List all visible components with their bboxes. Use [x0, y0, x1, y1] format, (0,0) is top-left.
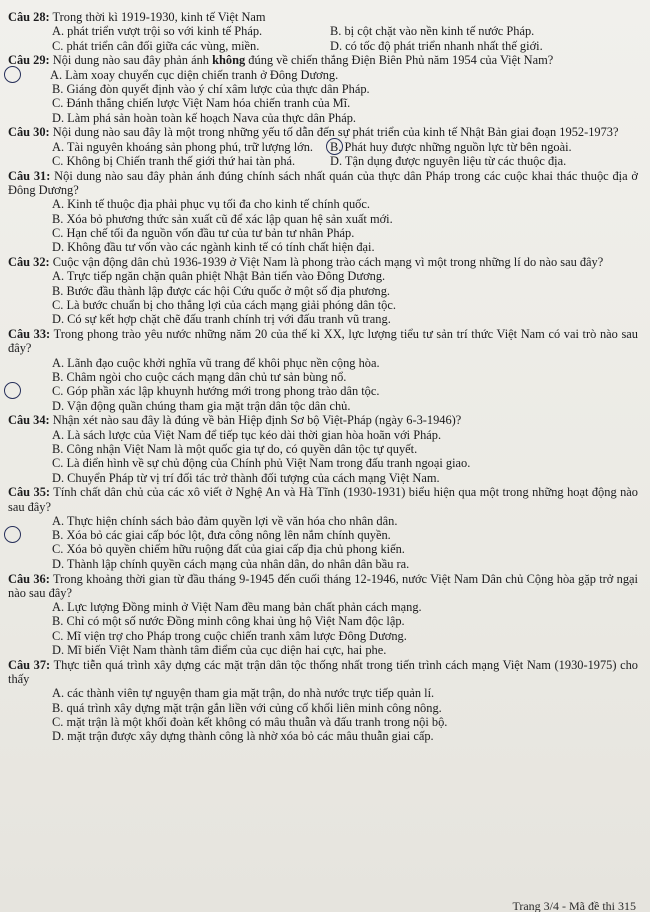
question-stem: Thực tiễn quá trình xây dựng các mặt trận dân tộc thống nhất trong tiến trình cách mạng Việt Nam (1930-1975) cho thấy — [8, 657, 638, 687]
question-label: Câu 36: — [8, 571, 50, 586]
question-label: Câu 33: — [8, 327, 51, 342]
question-label: Câu 30: — [8, 125, 50, 140]
question-33 — [8, 327, 638, 413]
option-c: C. phát triển cân đối giữa các vùng, miền. — [52, 38, 260, 53]
question-stem: Nội dung nào sau đây phản ánh đúng chính sách nhất quán của thực dân Pháp trong các cuộc khai thác thuộc địa ở Đông Dương? — [8, 168, 638, 198]
option-c: C. Không bị Chiến tranh thế giới thứ hai tàn phá. — [52, 153, 296, 168]
question-label: Câu 28: — [8, 10, 50, 24]
option-c: C. Góp phần xác lập khuynh hướng mới trong phong trào dân tộc. — [8, 384, 638, 398]
question-label: Câu 34: — [8, 413, 50, 428]
question-32 — [8, 255, 638, 326]
option-d: D. Không đầu tư vốn vào các ngành kinh tế có tính chất hiện đại. — [52, 240, 375, 255]
question-label: Câu 35: — [8, 485, 51, 500]
option-a: A. Tài nguyên khoáng sản phong phú, trữ lượng lớn. — [52, 139, 314, 154]
question-stem-part2: đúng về chiến thắng Điện Biên Phủ năm 1954 của Việt Nam? — [248, 53, 554, 68]
option-b: B. Công nhận Việt Nam là một quốc gia tự do, có quyền dân tộc tự quyết. — [52, 441, 418, 456]
option-c: C. Hạn chế tối đa nguồn vốn đầu tư của tư bản tư nhân Pháp. — [52, 225, 355, 240]
option-d: D. Có sự kết hợp chặt chẽ đấu tranh chính trị với đấu tranh vũ trang. — [52, 312, 391, 327]
question-stem: Trong phong trào yêu nước những năm 20 của thế kỉ XX, lực lượng tiểu tư sản trí thức Việt Nam có vai trò nào sau đây? — [8, 327, 639, 356]
option-b: B. Xóa bỏ phương thức sản xuất cũ để xác lập quan hệ sản xuất mới. — [52, 211, 393, 226]
page-footer: Trang 3/4 - Mã đề thi 315 — [512, 899, 636, 912]
option-d: D. mặt trận được xây dựng thành công là nhờ xóa bỏ các mâu thuẫn giai cấp. — [52, 729, 434, 744]
question-stem: Nhận xét nào sau đây là đúng về bản Hiệp định Sơ bộ Việt-Pháp (ngày 6-3-1946)? — [52, 413, 462, 428]
question-label: Câu 37: — [8, 657, 51, 672]
option-b: B. Chỉ có một số nước Đồng minh công khai ủng hộ Việt Nam độc lập. — [52, 614, 405, 629]
option-b: B. Bước đầu thành lập được các hội Cứu quốc ở một số địa phương. — [52, 283, 391, 298]
option-a: A. Lực lượng Đồng minh ở Việt Nam đều mang bản chất phản cách mạng. — [52, 600, 422, 615]
option-b: B. Phát huy được những nguồn lực từ bên ngoài. — [330, 140, 638, 154]
question-35 — [8, 485, 638, 571]
question-stem: Tính chất dân chủ của các xô viết ở Nghệ An và Hà Tĩnh (1930-1931) biểu hiện qua một trong những hoạt động nào sau đây? — [8, 485, 639, 514]
option-a: A. Là sách lược của Việt Nam để tiếp tục kéo dài thời gian hòa hoãn với Pháp. — [52, 427, 442, 442]
option-c: C. Mĩ viện trợ cho Pháp trong cuộc chiến tranh xâm lược Đông Dương. — [52, 628, 407, 643]
question-stem: Cuộc vận động dân chủ 1936-1939 ở Việt Nam là phong trào cách mạng vì một trong những lí do nào sau đây? — [52, 255, 604, 270]
question-37 — [8, 658, 638, 744]
question-30 — [8, 125, 638, 168]
option-a: A. Trực tiếp ngăn chặn quân phiệt Nhật Bản tiến vào Đông Dương. — [52, 269, 386, 284]
option-b: B. Châm ngòi cho cuộc cách mạng dân chủ tư sản bùng nổ. — [52, 369, 347, 384]
option-d: D. Làm phá sản hoàn toàn kế hoạch Nava của thực dân Pháp. — [52, 110, 356, 125]
option-d: D. có tốc độ phát triển nhanh nhất thế giới. — [330, 38, 543, 53]
option-d: D. Vận động quần chúng tham gia mặt trận dân tộc dân chủ. — [52, 398, 351, 413]
option-a: A. các thành viên tự nguyện tham gia mặt trận, do nhà nước trực tiếp quản lí. — [52, 686, 435, 701]
option-b: B. bị cột chặt vào nền kinh tế nước Pháp. — [330, 24, 535, 39]
question-label: Câu 29: — [8, 53, 50, 68]
option-a: A. Thực hiện chính sách bảo đảm quyền lợi về văn hóa cho nhân dân. — [52, 513, 398, 528]
question-label: Câu 31: — [8, 168, 51, 183]
option-d: D. Mĩ biến Việt Nam thành tâm điểm của cục diện hai cực, hai phe. — [52, 643, 387, 658]
option-c: C. mặt trận là một khối đoàn kết không có mâu thuẫn và đấu tranh trong nội bộ. — [52, 715, 448, 730]
question-34 — [8, 413, 638, 484]
question-28 — [8, 10, 638, 53]
question-stem-emphasis: không — [212, 53, 246, 68]
question-36 — [8, 572, 638, 658]
option-c: C. Xóa bỏ quyền chiếm hữu ruộng đất của giai cấp địa chủ phong kiến. — [52, 542, 405, 557]
option-c: C. Là điển hình về sự chủ động của Chính phủ Việt Nam trong đấu tranh ngoại giao. — [52, 456, 471, 471]
question-stem: Trong thời kì 1919-1930, kinh tế Việt Nam — [52, 10, 266, 24]
option-d: D. Chuyển Pháp từ vị trí đối tác trở thành đối tượng của cách mạng Việt Nam. — [52, 470, 440, 485]
question-stem-part1: Nội dung nào sau đây phản ánh — [52, 53, 209, 68]
option-b: B. Xóa bỏ các giai cấp bóc lột, đưa công nông lên nắm chính quyền. — [8, 528, 638, 542]
option-a: A. Lãnh đạo cuộc khởi nghĩa vũ trang để khôi phục nền cộng hòa. — [52, 355, 380, 370]
question-stem: Nội dung nào sau đây là một trong những yếu tố dẫn đến sự phát triển của kinh tế Nhật Bản giai đoạn 1952-1973? — [52, 125, 619, 140]
question-29 — [8, 53, 638, 124]
option-d: D. Thành lập chính quyền cách mạng của nhân dân, do nhân dân bầu ra. — [52, 556, 410, 571]
option-a: A. phát triển vượt trội so với kinh tế Pháp. — [52, 24, 263, 39]
option-c: C. Đánh thắng chiến lược Việt Nam hóa chiến tranh của Mĩ. — [52, 96, 351, 111]
question-31 — [8, 169, 638, 255]
option-a: A. Kinh tế thuộc địa phải phục vụ tối đa cho kinh tế chính quốc. — [52, 197, 370, 212]
exam-content — [8, 10, 638, 744]
option-c: C. Là bước chuẩn bị cho thắng lợi của cách mạng giải phóng dân tộc. — [52, 297, 396, 312]
option-b: B. Giáng đòn quyết định vào ý chí xâm lược của thực dân Pháp. — [52, 81, 370, 96]
option-d: D. Tận dụng được nguyên liệu từ các thuộc địa. — [330, 153, 567, 168]
question-label: Câu 32: — [8, 255, 50, 270]
question-stem: Trong khoảng thời gian từ đầu tháng 9-1945 đến cuối tháng 12-1946, nước Việt Nam Dân chủ Cộng hòa gặp trở ngại nào sau đây? — [8, 571, 639, 600]
option-a: A. Làm xoay chuyển cục diện chiến tranh ở Đông Dương. — [8, 68, 638, 82]
option-b: B. quá trình xây dựng mặt trận gắn liền với củng cố khối liên minh công nông. — [52, 700, 442, 715]
